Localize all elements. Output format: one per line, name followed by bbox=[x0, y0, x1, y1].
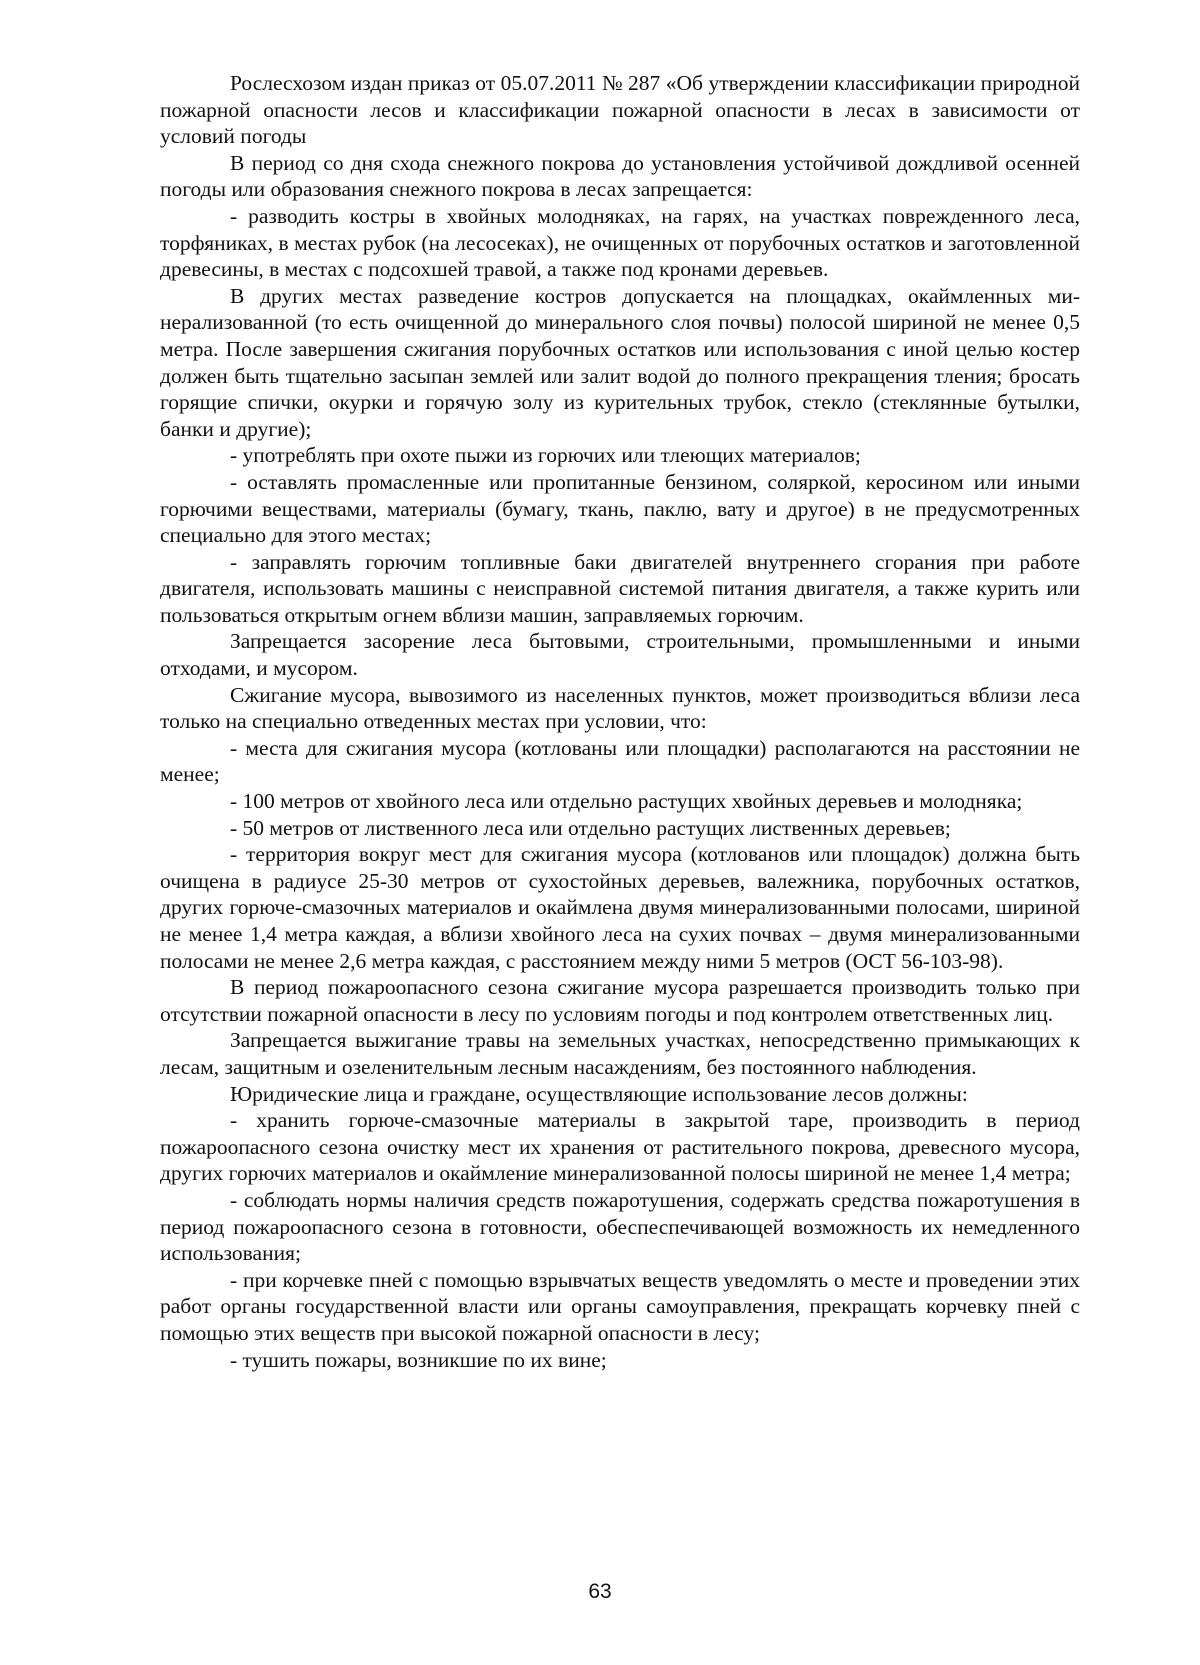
paragraph-clearing-radius: - территория вокруг мест для сжигания мусора (котлованов или площадок) должна быть очищена в радиусе 25-30 метров от сухостойных деревьев, валежника, порубочных остатков, других горюче-смазочных материалов и окаймлена двумя минерализованными полосами, шириной не менее 1,4 метра каждая, а вблизи хвойного леса на сухих почвах – двумя минерализованными полосами не менее 2,6 метра каждая, с расстоянием между ними 5 метров (ОСТ 56-103-98). bbox=[160, 842, 1080, 973]
page-number: 63 bbox=[588, 1580, 612, 1603]
paragraph-order-intro: Рослесхозом издан приказ от 05.07.2011 № 287 «Об утверждении классификации природной пожарной опасности лесов и классификации пожарной опасности в лесах в зависимости от условий погоды bbox=[160, 71, 1080, 149]
paragraph-refueling: - заправлять горючим топливные баки двигателей внутреннего сгорания при работе двигателя, использовать машины с неисправной системой питания двигателя, а также курить или пользоваться открытым огнем вблизи машин, заправляемых горючим. bbox=[160, 549, 1080, 627]
paragraph-grass-burning-ban: Запрещается выжигание травы на земельных участках, непосредственно примыкающих к лесам, защитным и озеленительным лесным насаждениям, без постоянного наблюдения. bbox=[160, 1028, 1080, 1079]
paragraph-deciduous-distance: - 50 метров от лиственного леса или отдельно растущих лиственных деревьев; bbox=[230, 815, 951, 840]
paragraph-stump-removal: - при корчевке пней с помощью взрывчатых веществ уведомлять о месте и проведении этих работ органы государственной власти или органы самоуправления, прекращать корчевку пней с помощью этих веществ при высокой пожарной опасности в лесу; bbox=[160, 1267, 1080, 1345]
paragraph-burning-distance: - места для сжигания мусора (котлованы или площадки) располагаются на расстоянии не менее; bbox=[160, 735, 1080, 787]
paragraph-firefighting-equipment: - соблюдать нормы наличия средств пожаротушения, содержать средства пожаротушения в период пожароопасного сезона в готовности, обеспеспечивающей возможность их немедленного использования; bbox=[160, 1187, 1080, 1266]
paragraph-waste-burning: Сжигание мусора, вывозимого из населенных пунктов, может производиться вблизи леса только на специально отведенных местах при условии, что: bbox=[160, 682, 1080, 734]
paragraph-fire-season-burning: В период пожароопасного сезона сжигание мусора разрешается производить только при отсутствии пожарной опасности в лесу по условиям погоды и под контролем ответственных лиц. bbox=[160, 975, 1080, 1026]
document-body bbox=[160, 70, 1080, 1373]
paragraph-coniferous-distance: - 100 метров от хвойного леса или отдельно растущих хвойных деревьев и молодняка; bbox=[230, 789, 1023, 814]
paragraph-bonfire-ban: - разводить костры в хвойных молодняках, на гарях, на участках поврежденного леса, торфяниках, в местах рубок (на лесосеках), не очищенных от порубочных остатков и заготовленной древесины, в местах с подсохшей травой, а также под кронами деревьев. bbox=[160, 203, 1080, 282]
paragraph-forest-users-duties: Юридические лица и граждане, осуществляющие использование лесов должны: bbox=[230, 1081, 968, 1106]
paragraph-oily-materials: - оставлять промасленные или пропитанные бензином, соляркой, керосином или иными горючими веществами, материалы (бумагу, ткань, паклю, вату и другое) в не предусмотренных специально для этого местах; bbox=[160, 469, 1080, 548]
paragraph-extinguish-fires: - тушить пожары, возникшие по их вине; bbox=[230, 1347, 607, 1372]
paragraph-fuel-storage: - хранить горюче-смазочные материалы в закрытой таре, производить в период пожароопасного сезона очистку мест их хранения от растительного покрова, древесного мусора, других горючих материалов и окаймление минерализованной полосы шириной не менее 1,4 метра; bbox=[160, 1108, 1080, 1186]
paragraph-littering-ban: Запрещается засорение леса бытовыми, строительными, промышленными и иными отходами, и мусором. bbox=[160, 629, 1080, 681]
paragraph-hunting-wads: - употреблять при охоте пыжи из горючих или тлеющих материалов; bbox=[230, 443, 861, 468]
paragraph-prohibited-period: В период со дня схода снежного покрова до установления устойчивой дождливой осенней погоды или образования снежного покрова в лесах запрещается: bbox=[160, 150, 1080, 202]
paragraph-bonfire-sites: В других местах разведение костров допускается на площадках, окаймленных минерализованной (то есть очищенной до минерального слоя почвы) полосой шириной не менее 0,5 метра. После завершения сжигания порубочных остатков или использования с иной целью костер должен быть тщательно засыпан землей или залит водой до полного прекращения тления; бросать горящие спички, окурки и горячую золу из курительных трубок, стекло (стеклянные бутылки, банки и другие); bbox=[160, 283, 1080, 441]
